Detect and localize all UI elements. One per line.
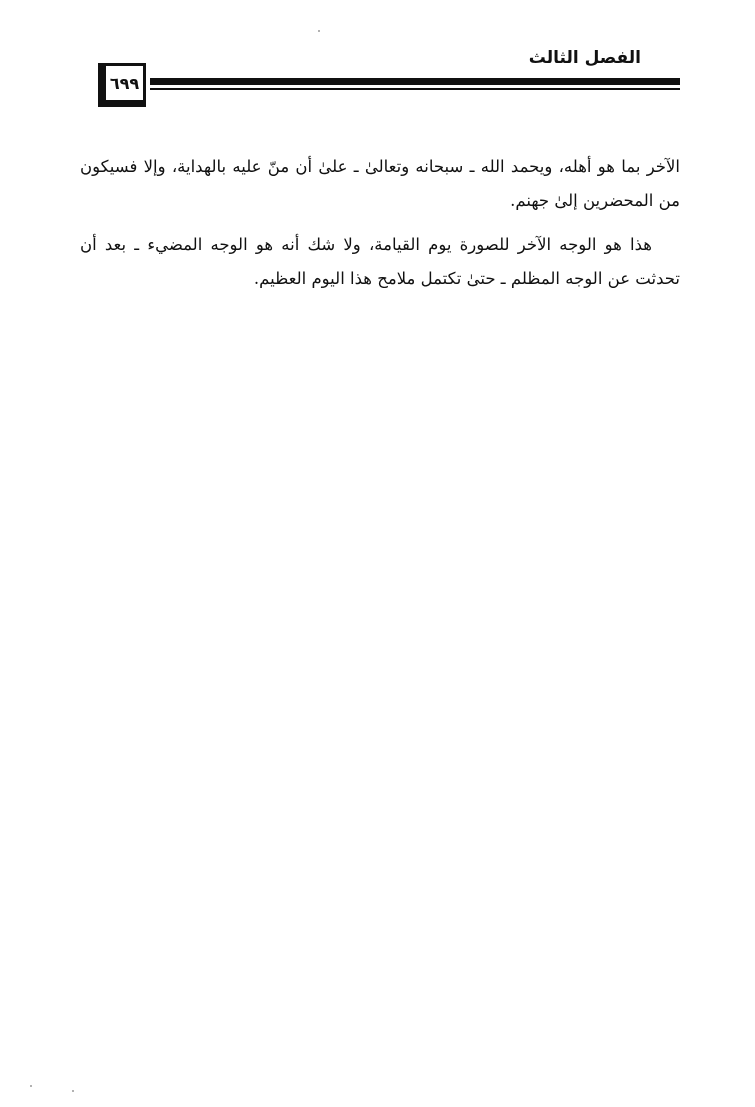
page-number: ٦٩٩	[109, 73, 140, 93]
scan-speck	[72, 1090, 74, 1092]
paragraph-2: هذا هو الوجه الآخر للصورة يوم القيامة، ولا شك أنه هو الوجه المضيء ـ بعد أن تحدثت عن الوجه المظلم ـ حتىٰ تكتمل ملامح هذا اليوم العظيم.	[80, 235, 680, 288]
scan-speck	[30, 1085, 32, 1087]
header-rule-thin	[150, 88, 680, 90]
chapter-title: الفصل الثالث	[528, 48, 641, 68]
body-text	[80, 150, 680, 306]
header-rule-thick	[150, 78, 680, 85]
paragraph-1: الآخر بما هو أهله، ويحمد الله ـ سبحانه وتعالىٰ ـ علىٰ أن منّ عليه بالهداية، وإلا فسيكون من المحضرين إلىٰ جهنم.	[80, 157, 680, 210]
page-number-box	[98, 63, 146, 107]
scan-speck	[318, 30, 320, 32]
